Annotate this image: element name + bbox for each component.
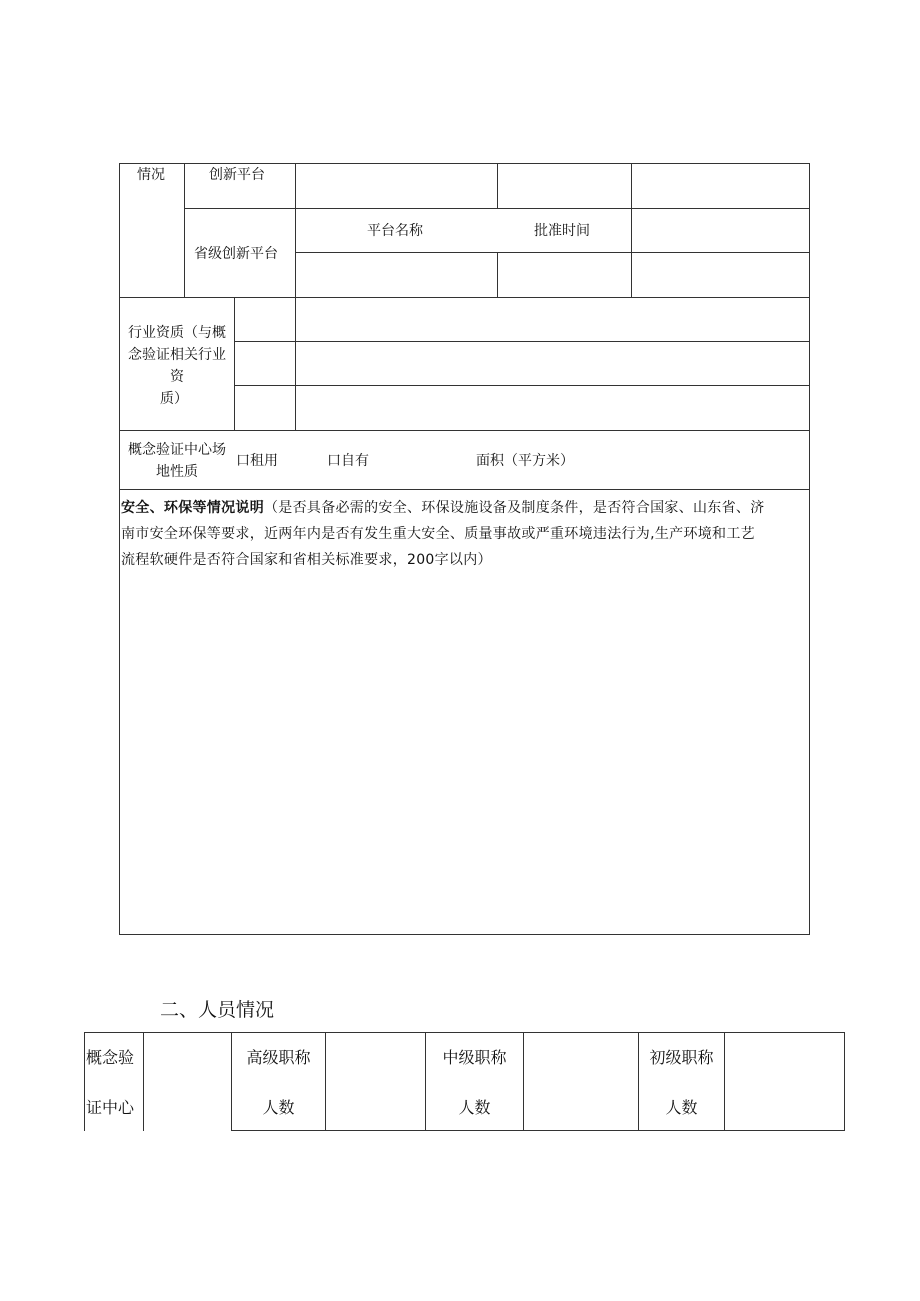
section-heading-personnel: 二、人员情况 [160, 999, 275, 1021]
approval-time-header: 批准时间 [534, 223, 590, 239]
middle-count-field[interactable] [524, 1033, 638, 1130]
center-label-line-1: 概念验 [86, 1048, 135, 1067]
innovation-platform-field-1[interactable] [296, 164, 497, 208]
innovation-platform-field-2[interactable] [498, 164, 631, 208]
provincial-platform-label: 省级创新平台 [194, 246, 278, 262]
grid-line [119, 489, 810, 490]
qualification-field-1[interactable] [296, 298, 809, 341]
site-label-line-1: 概念验证中心场 [128, 442, 226, 458]
qualification-field-2[interactable] [296, 342, 809, 385]
approval-time-field[interactable] [498, 253, 631, 297]
safety-line-1 [121, 500, 765, 516]
platform-name-header: 平台名称 [367, 223, 423, 239]
site-label-line-2: 地性质 [156, 464, 198, 480]
table-border-right [809, 163, 810, 935]
platform-name-field[interactable] [296, 253, 497, 297]
table-border-left [119, 163, 120, 935]
safety-text-line-2: 南市安全环保等要求，近两年内是否有发生重大安全、质量事故或严重环境违法行为,生产环境和工艺 [121, 526, 755, 542]
senior-title-label-1: 高级职称 [246, 1048, 311, 1067]
middle-title-label-2: 人数 [458, 1098, 491, 1117]
qualification-label-line-1: 行业资质（与概 [128, 325, 226, 341]
qualification-label-line-4: 质） [160, 391, 188, 407]
status-row-label: 情况 [137, 167, 165, 183]
innovation-platform-field-3[interactable] [632, 164, 809, 208]
table-border-bottom [119, 934, 810, 935]
grid-line [184, 163, 185, 298]
senior-count-field[interactable] [326, 1033, 425, 1130]
senior-title-label-2: 人数 [262, 1098, 295, 1117]
grid-line [844, 1032, 845, 1131]
junior-title-label-2: 人数 [665, 1098, 698, 1117]
table-2-bottom [231, 1130, 845, 1131]
innovation-platform-label: 创新平台 [209, 167, 265, 183]
rent-checkbox-option[interactable]: 口租用 [236, 453, 278, 469]
grid-line [84, 1032, 85, 1131]
approval-time-extra-field[interactable] [632, 209, 809, 252]
safety-text-line-1: （是否具备必需的安全、环保设施设备及制度条件，是否符合国家、山东省、济 [264, 500, 765, 516]
center-label-line-2: 证中心 [86, 1098, 135, 1117]
center-value-field[interactable] [144, 1033, 231, 1130]
qualification-label-line-2: 念验证相关行业 [128, 347, 226, 363]
safety-text-line-3: 流程软硬件是否符合国家和省相关标准要求，200字以内） [121, 552, 492, 568]
grid-line [119, 430, 810, 431]
safety-description[interactable] [121, 495, 809, 573]
safety-title: 安全、环保等情况说明 [121, 500, 264, 516]
middle-title-label-1: 中级职称 [442, 1048, 507, 1067]
own-checkbox-option[interactable]: 口自有 [327, 453, 369, 469]
provincial-platform-extra-field[interactable] [632, 253, 809, 297]
area-label: 面积（平方米） [476, 453, 574, 469]
junior-count-field[interactable] [725, 1033, 844, 1130]
qualification-field-3[interactable] [296, 386, 809, 430]
qualification-label-line-3: 资 [170, 369, 184, 385]
junior-title-label-1: 初级职称 [649, 1048, 714, 1067]
